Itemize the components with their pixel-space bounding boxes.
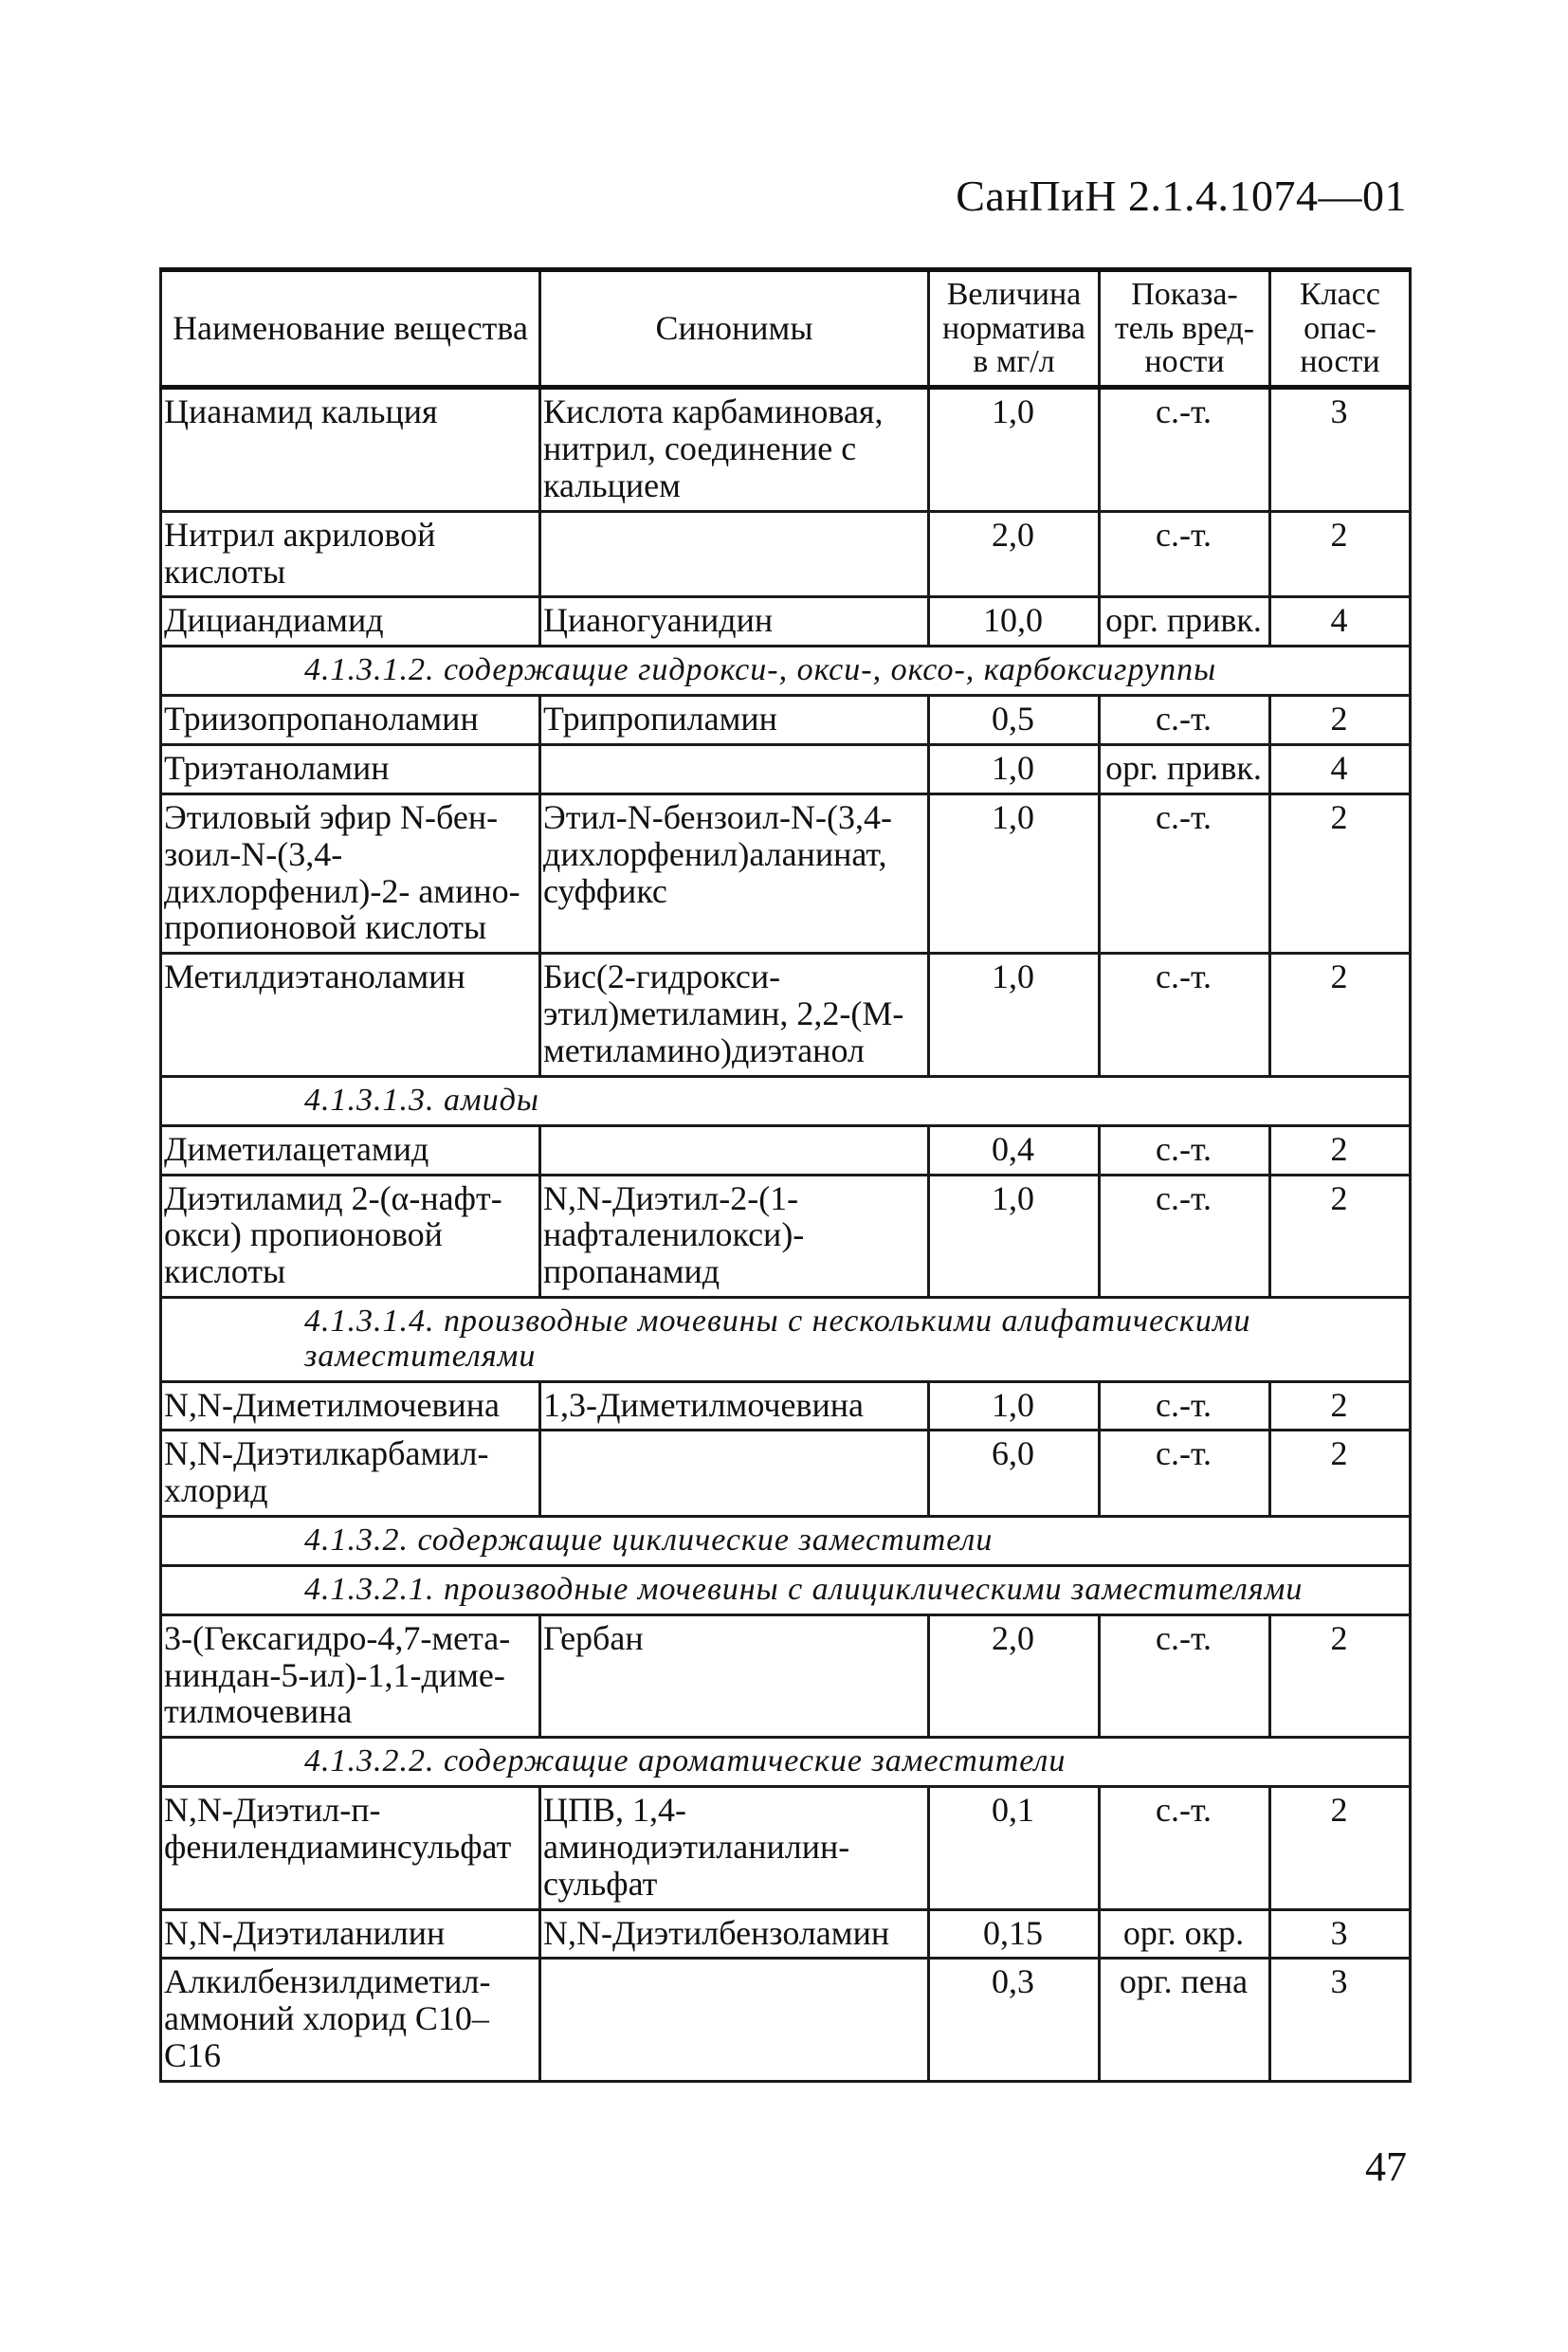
substances-table-wrap bbox=[159, 267, 1409, 2083]
cell-synonyms: Трипропиламин bbox=[540, 696, 929, 745]
table-row bbox=[161, 1381, 1411, 1431]
cell-synonyms bbox=[540, 1431, 929, 1517]
cell-norm-value: 0,5 bbox=[929, 696, 1100, 745]
cell-hazard-class: 3 bbox=[1270, 1909, 1411, 1959]
cell-norm-value: 0,15 bbox=[929, 1909, 1100, 1959]
section-title: 4.1.3.2. содержащие циклические заместители bbox=[161, 1517, 1411, 1566]
cell-norm-value: 0,4 bbox=[929, 1125, 1100, 1175]
cell-synonyms bbox=[540, 511, 929, 597]
cell-synonyms: N,N-Диэтил-2-(1- нафталенилокси)- пропанамид bbox=[540, 1175, 929, 1298]
cell-substance-name: Алкилбензилдиметил- аммоний хлорид С10–С16 bbox=[161, 1959, 540, 2082]
cell-hazard-indicator: с.-т. bbox=[1100, 954, 1270, 1077]
page-number: 47 bbox=[1365, 2143, 1407, 2190]
cell-hazard-class: 2 bbox=[1270, 1431, 1411, 1517]
table-row bbox=[161, 1125, 1411, 1175]
col-header-name: Наименование вещества bbox=[161, 270, 540, 388]
table-row bbox=[161, 1786, 1411, 1909]
cell-hazard-class: 2 bbox=[1270, 1614, 1411, 1738]
table-row bbox=[161, 511, 1411, 597]
cell-synonyms bbox=[540, 1959, 929, 2082]
table-row bbox=[161, 1909, 1411, 1959]
section-row bbox=[161, 1076, 1411, 1125]
cell-substance-name: Диэтиламид 2-(α-нафт- окси) пропионовой кислоты bbox=[161, 1175, 540, 1298]
cell-substance-name: Этиловый эфир N-бен- зоил-N-(3,4- дихлорфенил)-2- амино- пропионовой кислоты bbox=[161, 793, 540, 954]
cell-norm-value: 1,0 bbox=[929, 388, 1100, 512]
cell-norm-value: 0,1 bbox=[929, 1786, 1100, 1909]
cell-substance-name: Нитрил акриловой кислоты bbox=[161, 511, 540, 597]
cell-hazard-indicator: орг. привк. bbox=[1100, 597, 1270, 647]
cell-substance-name: Триэтаноламин bbox=[161, 744, 540, 793]
section-row bbox=[161, 647, 1411, 696]
section-title: 4.1.3.2.2. содержащие ароматические заместители bbox=[161, 1738, 1411, 1787]
col-header-indicator: Показа- тель вред- ности bbox=[1100, 270, 1270, 388]
table-row bbox=[161, 696, 1411, 745]
cell-hazard-indicator: орг. пена bbox=[1100, 1959, 1270, 2082]
cell-hazard-class: 2 bbox=[1270, 1381, 1411, 1431]
section-row bbox=[161, 1517, 1411, 1566]
table-row bbox=[161, 1959, 1411, 2082]
cell-hazard-indicator: с.-т. bbox=[1100, 696, 1270, 745]
table-row bbox=[161, 1614, 1411, 1738]
table-row bbox=[161, 954, 1411, 1077]
cell-hazard-indicator: с.-т. bbox=[1100, 388, 1270, 512]
cell-norm-value: 1,0 bbox=[929, 744, 1100, 793]
cell-synonyms: N,N-Диэтилбензоламин bbox=[540, 1909, 929, 1959]
cell-synonyms: Гербан bbox=[540, 1614, 929, 1738]
section-title: 4.1.3.1.2. содержащие гидрокси-, окси-, оксо-, карбоксигруппы bbox=[161, 647, 1411, 696]
section-title: 4.1.3.1.4. производные мочевины с несколькими алифатическими заместителями bbox=[161, 1298, 1411, 1381]
cell-norm-value: 0,3 bbox=[929, 1959, 1100, 2082]
col-header-value: Величина норматива в мг/л bbox=[929, 270, 1100, 388]
cell-hazard-indicator: с.-т. bbox=[1100, 1381, 1270, 1431]
cell-hazard-class: 2 bbox=[1270, 793, 1411, 954]
cell-synonyms: Бис(2-гидрокси- этил)метиламин, 2,2-(М- метиламино)диэтанол bbox=[540, 954, 929, 1077]
cell-substance-name: 3-(Гексагидро-4,7-мета- ниндан-5-ил)-1,1-диме- тилмочевина bbox=[161, 1614, 540, 1738]
cell-hazard-indicator: с.-т. bbox=[1100, 511, 1270, 597]
cell-hazard-class: 2 bbox=[1270, 1125, 1411, 1175]
cell-hazard-indicator: с.-т. bbox=[1100, 1175, 1270, 1298]
cell-hazard-indicator: орг. привк. bbox=[1100, 744, 1270, 793]
col-header-class: Класс опас- ности bbox=[1270, 270, 1411, 388]
cell-substance-name: N,N-Диметилмочевина bbox=[161, 1381, 540, 1431]
substances-table bbox=[159, 267, 1412, 2083]
cell-norm-value: 1,0 bbox=[929, 954, 1100, 1077]
cell-hazard-class: 3 bbox=[1270, 1959, 1411, 2082]
cell-hazard-class: 3 bbox=[1270, 388, 1411, 512]
cell-substance-name: Дициандиамид bbox=[161, 597, 540, 647]
cell-synonyms: Этил-N-бензоил-N-(3,4- дихлорфенил)аланинат, суффикс bbox=[540, 793, 929, 954]
table-row bbox=[161, 1431, 1411, 1517]
cell-hazard-indicator: с.-т. bbox=[1100, 1786, 1270, 1909]
cell-synonyms: Кислота карбаминовая, нитрил, соединение с кальцием bbox=[540, 388, 929, 512]
cell-hazard-indicator: с.-т. bbox=[1100, 793, 1270, 954]
cell-norm-value: 10,0 bbox=[929, 597, 1100, 647]
cell-substance-name: Метилдиэтаноламин bbox=[161, 954, 540, 1077]
section-row bbox=[161, 1298, 1411, 1381]
cell-norm-value: 1,0 bbox=[929, 793, 1100, 954]
cell-substance-name: Триизопропаноламин bbox=[161, 696, 540, 745]
cell-hazard-class: 2 bbox=[1270, 511, 1411, 597]
cell-hazard-class: 2 bbox=[1270, 696, 1411, 745]
section-title: 4.1.3.1.3. амиды bbox=[161, 1076, 1411, 1125]
document-code: СанПиН 2.1.4.1074—01 bbox=[956, 172, 1407, 220]
table-header-row bbox=[161, 270, 1411, 388]
section-title: 4.1.3.2.1. производные мочевины с алициклическими заместителями bbox=[161, 1565, 1411, 1614]
table-row bbox=[161, 1175, 1411, 1298]
cell-substance-name: N,N-Диэтиланилин bbox=[161, 1909, 540, 1959]
cell-hazard-class: 4 bbox=[1270, 597, 1411, 647]
section-row bbox=[161, 1738, 1411, 1787]
cell-hazard-class: 2 bbox=[1270, 954, 1411, 1077]
section-row bbox=[161, 1565, 1411, 1614]
cell-hazard-indicator: орг. окр. bbox=[1100, 1909, 1270, 1959]
cell-synonyms bbox=[540, 744, 929, 793]
cell-synonyms: 1,3-Диметилмочевина bbox=[540, 1381, 929, 1431]
cell-norm-value: 1,0 bbox=[929, 1175, 1100, 1298]
table-row bbox=[161, 744, 1411, 793]
cell-substance-name: N,N-Диэтилкарбамил- хлорид bbox=[161, 1431, 540, 1517]
cell-hazard-indicator: с.-т. bbox=[1100, 1614, 1270, 1738]
cell-substance-name: Цианамид кальция bbox=[161, 388, 540, 512]
cell-hazard-class: 2 bbox=[1270, 1175, 1411, 1298]
cell-hazard-indicator: с.-т. bbox=[1100, 1431, 1270, 1517]
table-row bbox=[161, 597, 1411, 647]
table-row bbox=[161, 388, 1411, 512]
table-body bbox=[161, 388, 1411, 2082]
cell-synonyms: ЦПВ, 1,4- аминодиэтиланилин- сульфат bbox=[540, 1786, 929, 1909]
cell-norm-value: 2,0 bbox=[929, 511, 1100, 597]
cell-norm-value: 6,0 bbox=[929, 1431, 1100, 1517]
cell-hazard-class: 2 bbox=[1270, 1786, 1411, 1909]
cell-norm-value: 2,0 bbox=[929, 1614, 1100, 1738]
cell-synonyms: Цианогуанидин bbox=[540, 597, 929, 647]
cell-substance-name: Диметилацетамид bbox=[161, 1125, 540, 1175]
cell-norm-value: 1,0 bbox=[929, 1381, 1100, 1431]
cell-substance-name: N,N-Диэтил-п- фенилендиаминсульфат bbox=[161, 1786, 540, 1909]
table-row bbox=[161, 793, 1411, 954]
cell-hazard-class: 4 bbox=[1270, 744, 1411, 793]
cell-hazard-indicator: с.-т. bbox=[1100, 1125, 1270, 1175]
cell-synonyms bbox=[540, 1125, 929, 1175]
col-header-synonyms: Синонимы bbox=[540, 270, 929, 388]
